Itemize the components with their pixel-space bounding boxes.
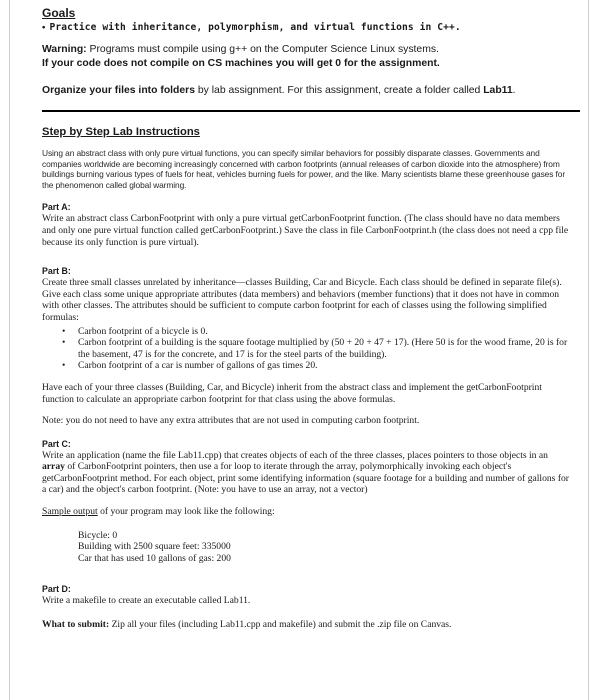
- formula-bullet: •: [62, 325, 66, 337]
- formula-item-building: [62, 337, 572, 360]
- document-content: [42, 6, 572, 631]
- page-border-left: [9, 0, 10, 700]
- organize-end: .: [512, 85, 516, 96]
- part-d-text: Write a makefile to create an executable called Lab11.: [42, 595, 251, 607]
- warning-label: Warning:: [42, 44, 87, 55]
- part-b-note: Note: you do not need to have any extra attributes that are not used in computing carbon footprint.: [42, 415, 420, 427]
- formula-list: [42, 326, 572, 372]
- part-a-text: Write an abstract class CarbonFootprint with only a pure virtual getCarbonFootprint function. (The class should have no data members and only one pure virtual function called getCarbonFootprint.) Save the class in file CarbonFootprint.h (the class does not need a cpp file because its only function is pure virtual).: [42, 213, 569, 248]
- formula-text: Carbon footprint of a building is the square footage multiplied by (50 + 20 + 47 + 17). (Here 50 is for the wood frame, 20 is for the basement, 47 is for the concrete, and 17 is for the steel parts of the building).: [78, 337, 568, 360]
- warning-bold-text: If your code does not compile on CS machines you will get 0 for the assignment.: [42, 58, 440, 69]
- sample-output-intro: [42, 506, 572, 518]
- sample-output-label: Sample output: [42, 506, 98, 518]
- formula-item-car: [62, 360, 572, 372]
- organize-folder: Lab11: [483, 85, 513, 96]
- sample-output-line: Car that has used 10 gallons of gas: 200: [78, 552, 231, 564]
- organize-line: [42, 85, 572, 96]
- goals-text: Practice with inheritance, polymorphism, and virtual functions in C++.: [49, 22, 461, 33]
- section-divider: [42, 110, 580, 112]
- part-c-label: Part C:: [42, 438, 71, 449]
- goals-heading: Goals: [42, 6, 76, 20]
- submit-label: What to submit:: [42, 619, 110, 631]
- sample-output-line: Building with 2500 square feet: 335000: [78, 541, 231, 553]
- warning-bold-line: [42, 57, 572, 71]
- part-d-label: Part D:: [42, 584, 71, 595]
- part-b-text: Create three small classes unrelated by inheritance—classes Building, Car and Bicycle. Each class should be defined in separate file(s). Give each class some unique appropriate attributes (data members) and behaviors (member functions) that it does not have in common with other classes. The attributes should be sufficient to compute carbon footprint for each of classes using the following simplified formulas:: [42, 277, 562, 323]
- steps-heading: Step by Step Lab Instructions: [42, 126, 200, 138]
- submit-line: [42, 619, 572, 631]
- part-c-array-word: array: [42, 461, 65, 473]
- warning-text: Programs must compile using g++ on the Computer Science Linux systems.: [86, 44, 439, 55]
- part-b-label: Part B:: [42, 266, 71, 277]
- page-border-right: [588, 0, 589, 700]
- formula-bullet: •: [62, 337, 66, 349]
- organize-bold: Organize your files into folders: [42, 85, 195, 96]
- formula-text: Carbon footprint of a car is number of gallons of gas times 20.: [78, 360, 318, 372]
- sample-output-block: [78, 530, 572, 565]
- steps-intro: Using an abstract class with only pure virtual functions, you can specify similar behaviors for possibly disparate classes. Governments and companies worldwide are becoming increasingly concerned with carbon footprints (annual releases of carbon dioxide into the atmosphere) from buildings burning various types of fuels for heat, vehicles burning fuels for power, and the like. Many scientists blame these greenhouse gases for the phenomenon called global warming.: [42, 148, 566, 190]
- formula-text: Carbon footprint of a bicycle is 0.: [78, 325, 208, 337]
- sample-output-rest: of your program may look like the following:: [97, 506, 275, 518]
- formula-item-bicycle: [62, 326, 572, 338]
- submit-text: Zip all your files (including Lab11.cpp and makefile) and submit the .zip file on Canvas.: [109, 619, 452, 631]
- part-c-text-2: of CarbonFootprint pointers, then use a for loop to iterate through the array, polymorphically invoking each object's getCarbonFootprint method. For each object, print some identifying information (square footage for a building and number of gallons for a car) and the object's carbon footprint. (Note: you have to use an array, not a vector): [42, 461, 570, 496]
- warning-line: [42, 43, 572, 57]
- goals-item: [42, 22, 572, 33]
- part-c-text-1: Write an application (name the file Lab11.cpp) that creates objects of each of the three classes, places pointers to those objects in an: [42, 449, 548, 461]
- goals-bullet: •: [42, 22, 46, 33]
- part-a-label: Part A:: [42, 202, 71, 213]
- formula-bullet: •: [62, 360, 66, 372]
- part-b-inherit: Have each of your three classes (Building, Car, and Bicycle) inherit from the abstract class and implement the getCarbonFootprint function to calculate an appropriate carbon footprint for that class using the above formulas.: [42, 381, 542, 405]
- part-c-text: [42, 450, 572, 496]
- organize-text: by lab assignment. For this assignment, create a folder called: [195, 85, 484, 96]
- sample-output-line: Bicycle: 0: [78, 529, 118, 541]
